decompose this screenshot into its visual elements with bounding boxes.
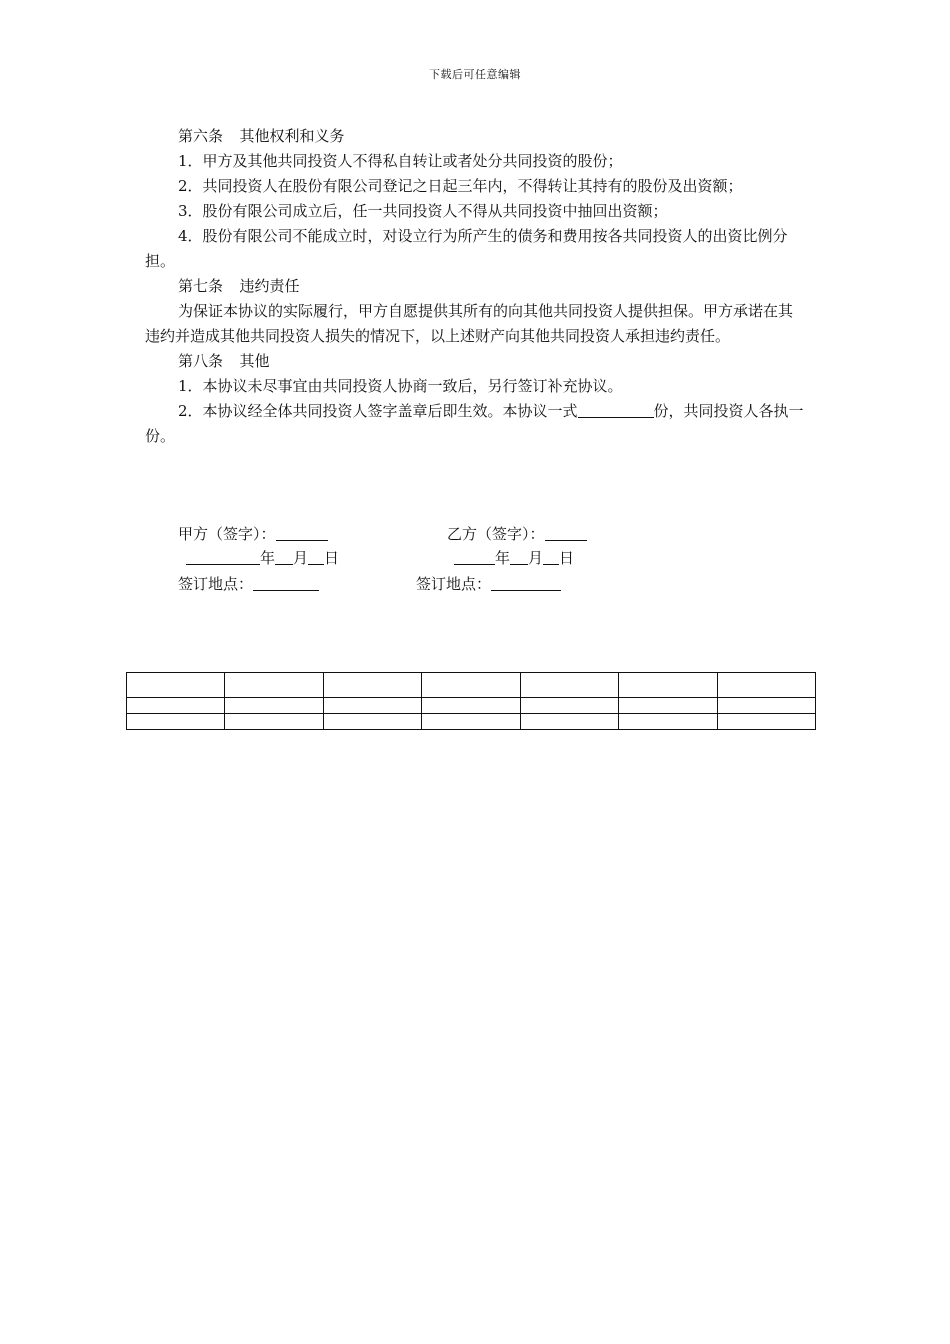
table-cell[interactable]: [717, 714, 815, 730]
table-cell[interactable]: [619, 698, 717, 714]
party-b-signature: 乙方（签字）：: [447, 522, 587, 547]
table-cell[interactable]: [422, 673, 520, 698]
article-7-title: 第七条 违约责任: [178, 277, 300, 295]
party-a-signature: 甲方（签字）：: [178, 522, 328, 547]
article-7-body: 为保证本协议的实际履行，甲方自愿提供其所有的向其他共同投资人提供担保。甲方承诺在其违约并造成其他共同投资人损失的情况下，以上述财产向其他共同投资人承担违约责任。: [145, 302, 794, 345]
table-cell[interactable]: [323, 698, 421, 714]
article-8-item-2: 2．本协议经全体共同投资人签字盖章后即生效。本协议一式 份，共同投资人各执一份。: [145, 402, 804, 445]
table-cell[interactable]: [127, 714, 225, 730]
document-body: [145, 124, 807, 449]
table-cell[interactable]: [323, 714, 421, 730]
article-6-title: 第六条 其他权利和义务: [178, 127, 345, 145]
party-a-month-blank[interactable]: [275, 548, 293, 565]
party-a-place: 签订地点：: [178, 572, 319, 597]
party-b-signature-blank[interactable]: [545, 524, 587, 541]
party-b-month-blank[interactable]: [510, 548, 528, 565]
article-6-item-1: 1．甲方及其他共同投资人不得私自转让或者处分共同投资的股份；: [178, 152, 623, 170]
article-8-item-1: 1．本协议未尽事宜由共同投资人协商一致后，另行签订补充协议。: [178, 377, 623, 395]
table-cell[interactable]: [422, 698, 520, 714]
table-cell[interactable]: [619, 673, 717, 698]
table-cell[interactable]: [520, 698, 618, 714]
table-cell[interactable]: [323, 673, 421, 698]
table-row: [127, 673, 816, 698]
article-6-item-2: 2．共同投资人在股份有限公司登记之日起三年内，不得转让其持有的股份及出资额；: [178, 177, 743, 195]
table-cell[interactable]: [225, 673, 323, 698]
table-cell[interactable]: [225, 698, 323, 714]
table-row: [127, 714, 816, 730]
table-cell[interactable]: [619, 714, 717, 730]
party-b-date: 年 月 日: [454, 546, 574, 571]
party-b-year-blank[interactable]: [454, 548, 495, 565]
table-cell[interactable]: [127, 673, 225, 698]
party-a-day-blank[interactable]: [308, 548, 324, 565]
party-a-date: 年 月 日: [186, 546, 339, 571]
table-cell[interactable]: [717, 698, 815, 714]
article-6-item-3: 3．股份有限公司成立后，任一共同投资人不得从共同投资中抽回出资额；: [178, 202, 668, 220]
party-a-year-blank[interactable]: [186, 548, 260, 565]
party-b-day-blank[interactable]: [543, 548, 559, 565]
table-cell[interactable]: [717, 673, 815, 698]
article-6-item-4: 4．股份有限公司不能成立时，对设立行为所产生的债务和费用按各共同投资人的出资比例分担。: [145, 227, 788, 270]
table-cell[interactable]: [225, 714, 323, 730]
table-cell[interactable]: [520, 714, 618, 730]
party-a-place-blank[interactable]: [253, 574, 319, 591]
party-a-signature-blank[interactable]: [276, 524, 328, 541]
table-cell[interactable]: [127, 698, 225, 714]
article-8-title: 第八条 其他: [178, 352, 270, 370]
empty-grid-table: [126, 672, 816, 730]
table-cell[interactable]: [520, 673, 618, 698]
copies-blank[interactable]: [578, 400, 654, 418]
party-b-place: 签订地点：: [416, 572, 561, 597]
table-cell[interactable]: [422, 714, 520, 730]
page-header: 下载后可任意编辑: [429, 68, 521, 81]
party-b-place-blank[interactable]: [491, 574, 561, 591]
table-row: [127, 698, 816, 714]
